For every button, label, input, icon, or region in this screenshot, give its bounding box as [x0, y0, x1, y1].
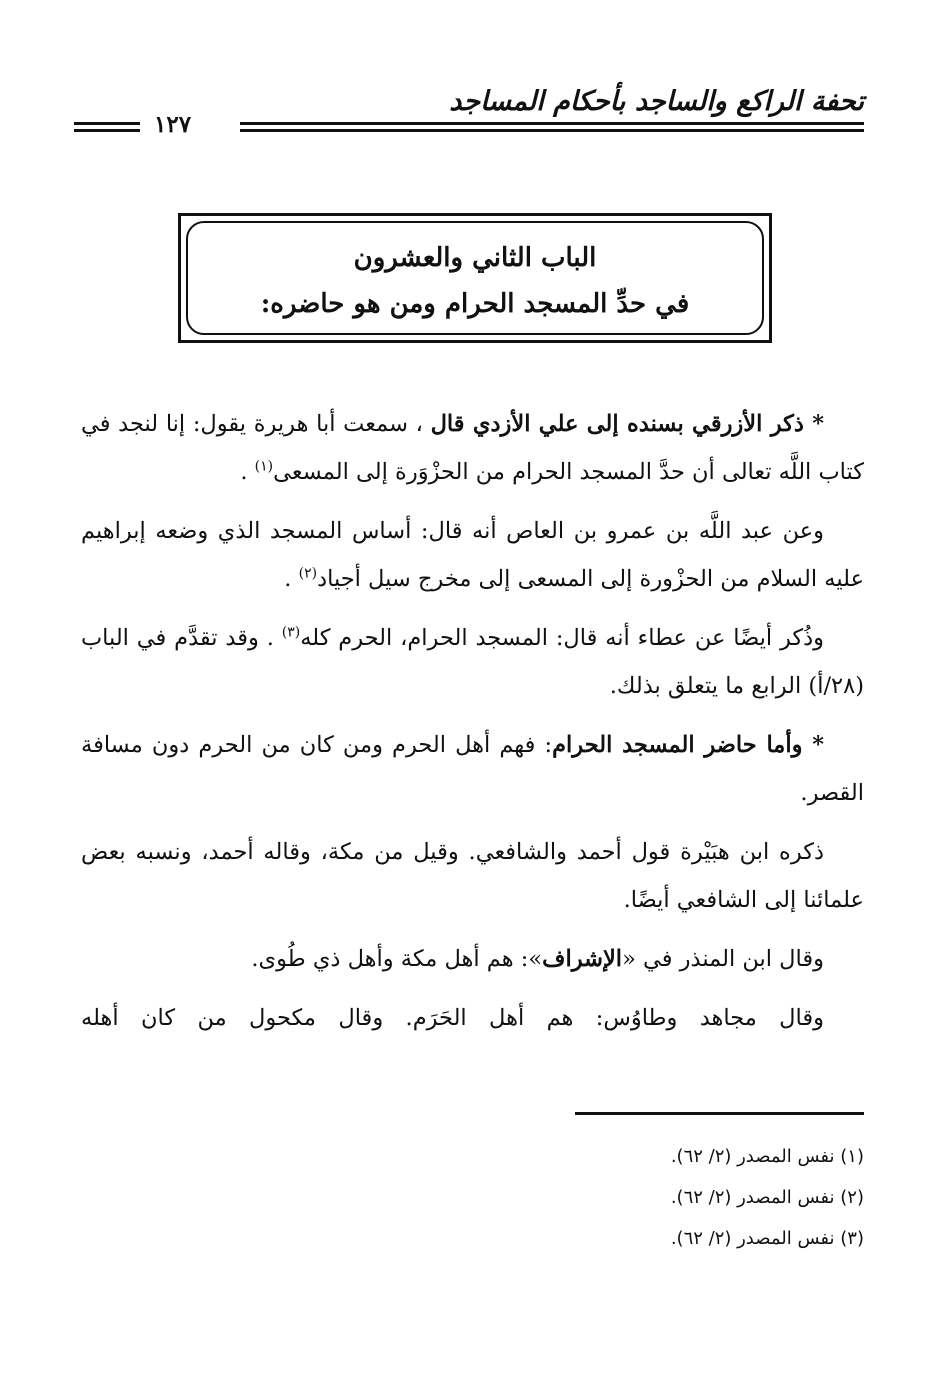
footnote-ref-1: (١) — [254, 458, 274, 475]
paragraph-4-text: : فهم أهل الحرم ومن كان من الحرم دون مسافة القصر. — [81, 732, 864, 806]
paragraph-3 — [81, 614, 864, 710]
paragraph-2-end: . — [284, 566, 299, 592]
paragraph-7: وقال مجاهد وطاوُس: هم أهل الحَرَم. وقال مكحول من كان أهله — [81, 1005, 824, 1031]
chapter-subtitle: في حدِّ المسجد الحرام ومن هو حاضره: — [260, 289, 690, 319]
paragraph-6-end: »: هم أهل مكة وأهل ذي طُوى. — [251, 946, 543, 972]
footnote-3: (٣) نفس المصدر (٢/ ٦٢). — [670, 1228, 864, 1249]
paragraph-1-end: . — [240, 459, 255, 485]
paragraph-4-lead: * وأما حاضر المسجد الحرام — [552, 732, 825, 758]
paragraph-1 — [81, 400, 864, 496]
paragraph-1-lead: * ذكر الأزرقي بسنده إلى علي الأزدي قال — [430, 411, 824, 437]
header-rule-short — [74, 122, 140, 132]
header-rule-long — [240, 122, 864, 132]
footnote-separator — [575, 1112, 864, 1115]
book-reference: الإشراف — [542, 946, 623, 972]
paragraph-1-text: ، سمعت أبا هريرة يقول: إنا لنجد في كتاب اللَّه تعالى أن حدَّ المسجد الحرام من الحزْوَرة إلى المسعى — [81, 411, 864, 485]
page-number: ١٢٧ — [154, 111, 192, 138]
running-header — [74, 80, 864, 140]
footnote-2: (٢) نفس المصدر (٢/ ٦٢). — [670, 1187, 864, 1208]
chapter-title-frame — [186, 221, 764, 335]
paragraph-6-text: وقال ابن المنذر في « — [622, 946, 824, 972]
book-title: تحفة الراكع والساجد بأحكام المساجد — [449, 86, 864, 117]
footnotes — [264, 1136, 864, 1259]
chapter-title: الباب الثاني والعشرون — [353, 243, 597, 273]
paragraph-5: ذكره ابن هبَيْرة قول أحمد والشافعي. وقيل من مكة، وقاله أحمد، ونسبه بعض علمائنا إلى الشافعي أيضًا. — [81, 839, 864, 913]
paragraph-2-text: وعن عبد اللَّه بن عمرو بن العاص أنه قال: أساس المسجد الذي وضعه إبراهيم عليه السلام من الحزْورة إلى المسعى إلى مخرج سيل أجياد — [81, 518, 864, 592]
main-text — [81, 400, 864, 1053]
footnote-ref-3: (٣) — [281, 624, 301, 641]
footnote-ref-2: (٢) — [298, 565, 318, 582]
paragraph-3-end: . وقد تقدَّم في الباب (٢٨/أ) الرابع ما يتعلق بذلك. — [81, 625, 864, 699]
paragraph-2 — [81, 507, 864, 603]
footnote-1: (١) نفس المصدر (٢/ ٦٢). — [670, 1146, 864, 1167]
paragraph-6 — [81, 935, 864, 983]
chapter-title-box — [178, 213, 772, 343]
paragraph-3-text: وذُكر أيضًا عن عطاء أنه قال: المسجد الحرام، الحرم كله — [300, 625, 825, 651]
paragraph-4 — [81, 721, 864, 817]
